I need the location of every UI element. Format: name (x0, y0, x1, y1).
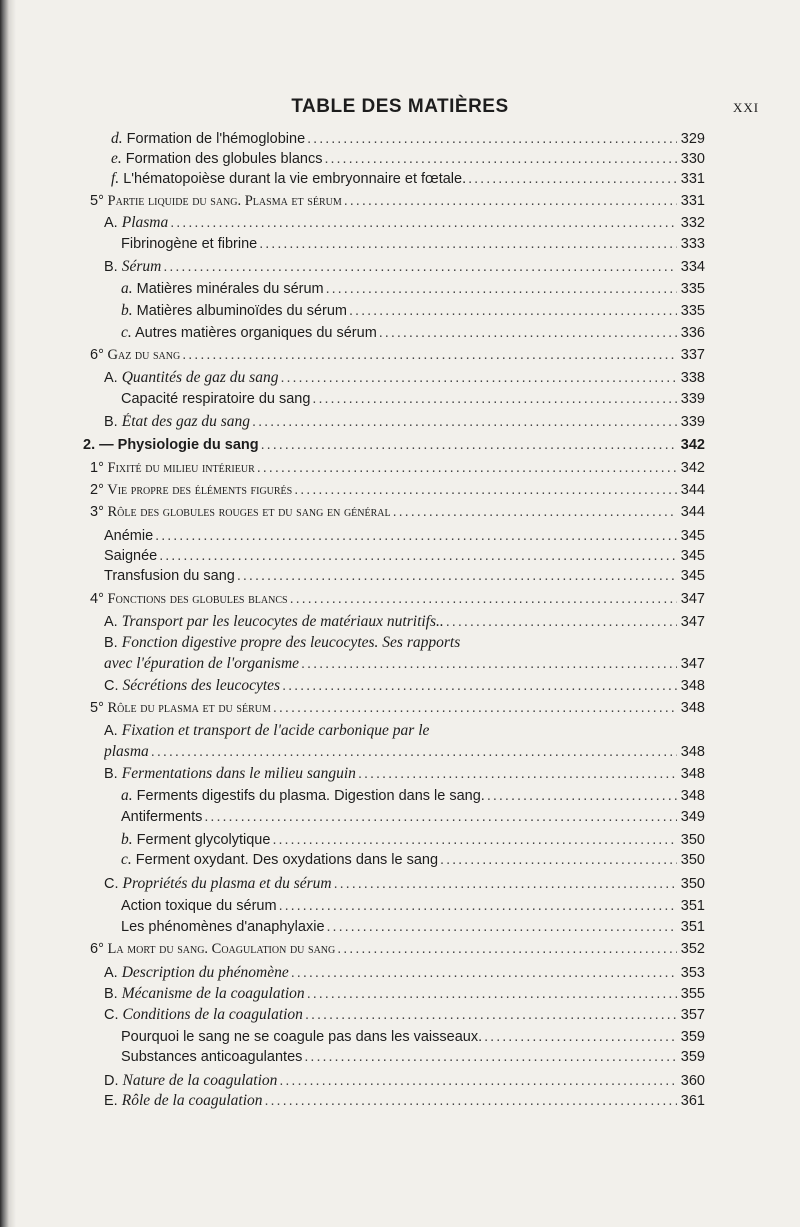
dot-leader (440, 852, 677, 868)
dot-leader (279, 1073, 677, 1089)
toc-entry[interactable] (0, 875, 800, 895)
entry-label: 6° La mort du sang. Coagulation du sang (90, 941, 336, 957)
toc-entry[interactable] (0, 941, 800, 961)
dot-leader (324, 151, 677, 167)
dot-leader (468, 171, 677, 187)
toc-entry[interactable] (0, 413, 800, 433)
entry-page-number: 342 (680, 460, 705, 476)
dot-leader (301, 656, 677, 672)
page-number: XXI (733, 100, 760, 115)
entry-page-number: 348 (680, 766, 705, 782)
dot-leader (290, 591, 677, 607)
toc-entry[interactable] (0, 504, 800, 524)
entry-page-number: 359 (680, 1029, 705, 1045)
entry-label: 5° Partie liquide du sang. Plasma et sérum (90, 193, 342, 209)
entry-page-number: 347 (680, 591, 705, 607)
dot-leader (446, 614, 677, 630)
entry-page-number: 349 (680, 809, 705, 825)
entry-label: 2° Vie propre des éléments figurés (90, 482, 293, 498)
dot-leader (337, 941, 677, 957)
dot-leader (358, 766, 677, 782)
entry-page-number: 359 (680, 1049, 705, 1065)
entry-page-number: 332 (680, 215, 705, 231)
toc-entry[interactable] (0, 919, 800, 939)
entry-label: B. Sérum (104, 258, 162, 275)
dot-leader (349, 303, 677, 319)
toc-entry[interactable] (0, 1006, 800, 1026)
entry-label: C. Conditions de la coagulation (104, 1006, 303, 1023)
entry-page-number: 337 (680, 347, 705, 363)
dot-leader (257, 460, 677, 476)
toc-entry[interactable] (0, 548, 800, 568)
entry-label: A. Transport par les leucocytes de matériaux nutritifs.. (104, 613, 444, 630)
dot-leader (393, 504, 677, 520)
entry-page-number: 342 (680, 437, 705, 453)
entry-page-number: 336 (680, 325, 705, 341)
toc-entry[interactable] (0, 482, 800, 502)
entry-label: D. Nature de la coagulation (104, 1072, 278, 1089)
entry-label: A. Quantités de gaz du sang (104, 369, 279, 386)
toc-entry[interactable] (0, 613, 800, 633)
toc-entry[interactable] (0, 985, 800, 1005)
entry-label: B. Fermentations dans le milieu sanguin (104, 765, 356, 782)
toc-entry[interactable] (0, 831, 800, 851)
dot-leader (155, 528, 677, 544)
entry-label: c. Ferment oxydant. Des oxydations dans le sang (121, 851, 439, 868)
entry-page-number: 348 (680, 788, 705, 804)
entry-page-number: 330 (680, 151, 705, 167)
entry-page-number: 352 (680, 941, 705, 957)
toc-entry[interactable] (0, 722, 800, 742)
entry-page-number: 348 (680, 744, 705, 760)
entry-page-number: 339 (680, 414, 705, 430)
dot-leader (259, 236, 677, 252)
toc-entry-continuation[interactable] (0, 655, 800, 675)
dot-leader (151, 744, 677, 760)
toc-entry[interactable] (0, 700, 800, 720)
dot-leader (327, 919, 677, 935)
toc-entry[interactable] (0, 765, 800, 785)
entry-label: E. Rôle de la coagulation (104, 1092, 263, 1109)
entry-label: c. Autres matières organiques du sérum (121, 324, 377, 341)
entry-label: Transfusion du sang (104, 568, 235, 584)
entry-label: A. Plasma (104, 214, 169, 231)
entry-page-number: 338 (680, 370, 705, 386)
entry-page-number: 347 (680, 614, 705, 630)
dot-leader (182, 347, 677, 363)
entry-label: Fibrinogène et fibrine (121, 236, 258, 252)
entry-page-number: 360 (680, 1073, 705, 1089)
dot-leader (326, 281, 677, 297)
entry-label: Capacité respiratoire du sang (121, 391, 311, 407)
toc-entry[interactable] (0, 809, 800, 829)
entry-label: A. Fixation et transport de l'acide carbonique par le (104, 722, 430, 739)
entry-label: Action toxique du sérum (121, 898, 277, 914)
toc-entry[interactable] (0, 898, 800, 918)
dot-leader (484, 1029, 677, 1045)
entry-label: b. Ferment glycolytique (121, 831, 271, 848)
entry-page-number: 344 (680, 482, 705, 498)
entry-label: plasma (104, 743, 149, 760)
dot-leader (273, 700, 677, 716)
entry-label: 6° Gaz du sang (90, 347, 181, 363)
dot-leader (291, 965, 677, 981)
entry-page-number: 344 (680, 504, 705, 520)
toc-entry[interactable] (0, 677, 800, 697)
entry-label: 1° Fixité du milieu intérieur (90, 460, 255, 476)
dot-leader (159, 548, 677, 564)
toc-entry[interactable] (0, 1049, 800, 1069)
entry-label: C. Sécrétions des leucocytes (104, 677, 281, 694)
toc-entry-continuation[interactable] (0, 743, 800, 763)
entry-page-number: 350 (680, 876, 705, 892)
entry-label: f. L'hématopoièse durant la vie embryonnaire et fœtale. (111, 170, 467, 187)
toc-entry[interactable] (0, 1092, 800, 1112)
entry-label: a. Ferments digestifs du plasma. Digestion dans le sang. (121, 787, 485, 804)
dot-leader (170, 215, 677, 231)
entry-page-number: 350 (680, 832, 705, 848)
page-title: TABLE DES MATIÈRES (291, 96, 509, 117)
entry-label: Pourquoi le sang ne se coagule pas dans les vaisseaux. (121, 1029, 483, 1045)
dot-leader (305, 1007, 677, 1023)
entry-page-number: 355 (680, 986, 705, 1002)
entry-page-number: 351 (680, 919, 705, 935)
dot-leader (307, 131, 677, 147)
entry-label: avec l'épuration de l'organisme (104, 655, 300, 672)
entry-label: 5° Rôle du plasma et du sérum (90, 700, 271, 716)
toc-entry[interactable] (0, 193, 800, 213)
toc-entry[interactable] (0, 1072, 800, 1092)
dot-leader (294, 482, 677, 498)
entry-label: B. Fonction digestive propre des leucocytes. Ses rapports (104, 634, 461, 651)
page-header (0, 96, 800, 126)
entry-page-number: 348 (680, 678, 705, 694)
entry-label: 2. — Physiologie du sang (83, 437, 259, 453)
dot-leader (282, 678, 677, 694)
entry-page-number: 350 (680, 852, 705, 868)
toc-entry[interactable] (0, 1029, 800, 1049)
dot-leader (280, 370, 677, 386)
entry-page-number: 357 (680, 1007, 705, 1023)
entry-label: a. Matières minérales du sérum (121, 280, 324, 297)
entry-page-number: 331 (680, 193, 705, 209)
entry-page-number: 335 (680, 303, 705, 319)
entry-page-number: 334 (680, 259, 705, 275)
dot-leader (334, 876, 677, 892)
entry-label: Anémie (104, 528, 154, 544)
entry-label: C. Propriétés du plasma et du sérum (104, 875, 332, 892)
toc-entry[interactable] (0, 437, 800, 457)
entry-page-number: 353 (680, 965, 705, 981)
dot-leader (272, 832, 677, 848)
toc-entry[interactable] (0, 130, 800, 150)
dot-leader (379, 325, 677, 341)
dot-leader (344, 193, 677, 209)
dot-leader (265, 1093, 678, 1109)
toc-entry[interactable] (0, 460, 800, 480)
toc-entry[interactable] (0, 528, 800, 548)
toc-entry[interactable] (0, 391, 800, 411)
entry-label: Substances anticoagulantes (121, 1049, 303, 1065)
toc-entry[interactable] (0, 214, 800, 234)
toc-entry[interactable] (0, 964, 800, 984)
toc-entry[interactable] (0, 568, 800, 588)
entry-label: d. Formation de l'hémoglobine (111, 130, 306, 147)
entry-page-number: 347 (680, 656, 705, 672)
dot-leader (252, 414, 677, 430)
entry-label: Les phénomènes d'anaphylaxie (121, 919, 325, 935)
dot-leader (312, 391, 677, 407)
dot-leader (163, 259, 677, 275)
entry-page-number: 345 (680, 568, 705, 584)
entry-page-number: 361 (680, 1093, 705, 1109)
dot-leader (304, 1049, 677, 1065)
entry-label: B. État des gaz du sang (104, 413, 251, 430)
toc-entry[interactable] (0, 851, 800, 871)
dot-leader (307, 986, 677, 1002)
entry-label: A. Description du phénomène (104, 964, 289, 981)
dot-leader (279, 898, 677, 914)
toc-entry[interactable] (0, 591, 800, 611)
entry-page-number: 335 (680, 281, 705, 297)
dot-leader (204, 809, 677, 825)
toc-entry[interactable] (0, 280, 800, 300)
entry-page-number: 329 (680, 131, 705, 147)
toc-entry[interactable] (0, 170, 800, 190)
dot-leader (487, 788, 677, 804)
toc-entry[interactable] (0, 324, 800, 344)
toc-entry[interactable] (0, 347, 800, 367)
toc-entry[interactable] (0, 634, 800, 654)
toc-entry[interactable] (0, 258, 800, 278)
entry-label: Antiferments (121, 809, 203, 825)
toc-entry[interactable] (0, 150, 800, 170)
entry-label: 3° Rôle des globules rouges et du sang en général (90, 504, 391, 520)
toc-entry[interactable] (0, 369, 800, 389)
entry-label: Saignée (104, 548, 158, 564)
entry-label: e. Formation des globules blancs (111, 150, 323, 167)
dot-leader (237, 568, 677, 584)
dot-leader (261, 437, 677, 453)
entry-label: B. Mécanisme de la coagulation (104, 985, 305, 1002)
toc-entry[interactable] (0, 787, 800, 807)
entry-label: b. Matières albuminoïdes du sérum (121, 302, 348, 319)
entry-page-number: 331 (680, 171, 705, 187)
toc-entry[interactable] (0, 302, 800, 322)
entry-page-number: 348 (680, 700, 705, 716)
entry-page-number: 345 (680, 528, 705, 544)
entry-page-number: 351 (680, 898, 705, 914)
entry-page-number: 333 (680, 236, 705, 252)
toc-entry[interactable] (0, 236, 800, 256)
entry-page-number: 339 (680, 391, 705, 407)
entry-label: 4° Fonctions des globules blancs (90, 591, 288, 607)
entry-page-number: 345 (680, 548, 705, 564)
